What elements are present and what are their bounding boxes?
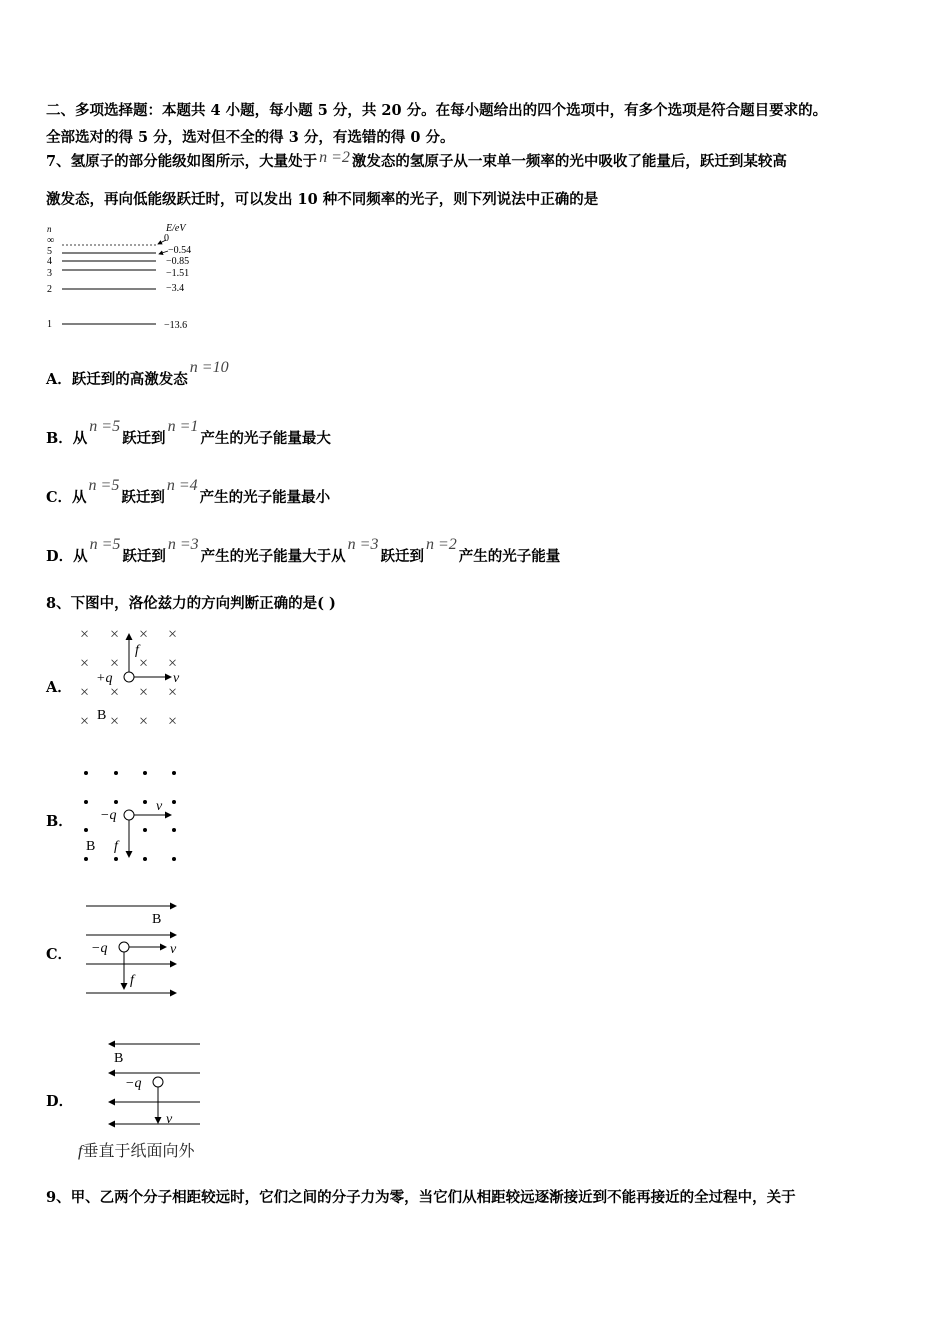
q7-option-d-text2: 跃迁到 — [122, 548, 166, 565]
q7-option-d-text3: 产生的光子能量大于从 — [200, 548, 346, 565]
q8-a-particle — [124, 672, 134, 682]
svg-text:×: × — [110, 626, 120, 643]
level-n-inf: ∞ — [47, 235, 55, 246]
q7-option-c-label: C． — [46, 489, 73, 506]
svg-text:×: × — [80, 655, 90, 672]
q7-stem-line1 — [46, 149, 787, 172]
level-n-2: 2 — [47, 284, 52, 295]
q7-option-a-math: n =10 — [189, 359, 229, 376]
q7-option-b-math1: n =5 — [89, 418, 121, 435]
svg-text:×: × — [139, 626, 149, 643]
q8-b-particle — [124, 810, 134, 820]
svg-text:×: × — [139, 655, 149, 672]
q8-option-d-diagram — [100, 1035, 208, 1129]
q7-option-a-label: A． — [46, 371, 72, 388]
q7-option-d-math1: n =5 — [89, 536, 121, 553]
q7-option-a-text: 跃迁到的高激发态 — [71, 371, 188, 388]
q8-option-a-label[interactable]: A． — [46, 679, 72, 696]
svg-text:×: × — [110, 713, 120, 730]
q7-option-d[interactable] — [46, 536, 561, 567]
energy-level-diagram — [44, 218, 214, 336]
q8-a-charge-label: +q — [96, 671, 113, 686]
q7-option-c-text2: 跃迁到 — [121, 489, 165, 506]
svg-text:×: × — [139, 713, 149, 730]
svg-text:×: × — [110, 684, 120, 701]
q7-option-d-text4: 跃迁到 — [380, 548, 424, 565]
q8-a-f-label: f — [135, 643, 139, 658]
level-e-3: −1.51 — [166, 268, 190, 279]
q8-d-v-label: v — [166, 1112, 173, 1127]
diagram-e-label: E/eV — [166, 223, 186, 234]
q7-option-d-math2: n =3 — [167, 536, 199, 553]
q7-option-b-text2: 跃迁到 — [122, 430, 166, 447]
q8-option-b-diagram — [74, 762, 194, 867]
svg-text:×: × — [80, 713, 90, 730]
q7-option-b[interactable] — [46, 418, 331, 449]
q7-option-c-math1: n =5 — [88, 477, 120, 494]
q8-d-charge-label: −q — [125, 1076, 142, 1091]
q8-option-c-diagram — [80, 896, 190, 1002]
svg-text:×: × — [168, 713, 178, 730]
q7-option-a[interactable] — [46, 359, 231, 390]
svg-text:×: × — [139, 684, 149, 701]
q8-option-b-label[interactable]: B． — [46, 813, 73, 830]
q8-c-v-label: v — [170, 942, 177, 957]
q7-option-d-label: D． — [46, 548, 74, 565]
q8-b-charge-label: −q — [100, 808, 117, 823]
q8-a-b-label: B — [97, 708, 107, 723]
q8-d-caption-f: f — [78, 1143, 83, 1160]
q7-stem-math: n =2 — [319, 149, 350, 166]
svg-text:×: × — [80, 684, 90, 701]
q8-b-b-label: B — [86, 839, 96, 854]
q7-stem-text-a: 7、氢原子的部分能级如图所示，大量处于 — [46, 153, 318, 170]
section-header-line1: 二、多项选择题：本题共 4 小题，每小题 5 分，共 20 分。在每小题给出的四个选项中，有多个选项是符合题目要求的。 — [46, 102, 828, 119]
q8-b-v-label: v — [156, 799, 163, 814]
q8-d-particle — [153, 1077, 163, 1087]
q8-option-d-label[interactable]: D． — [46, 1093, 74, 1110]
level-e-inf: 0 — [164, 233, 169, 244]
svg-text:×: × — [168, 684, 178, 701]
q7-option-d-math3: n =3 — [347, 536, 379, 553]
q7-option-c[interactable] — [46, 477, 331, 508]
svg-text:×: × — [80, 626, 90, 643]
q7-option-d-text1: 从 — [73, 548, 88, 565]
level-n-3: 3 — [47, 268, 52, 279]
q7-option-b-math2: n =1 — [167, 418, 199, 435]
q7-stem-text-b: 激发态的氢原子从一束单一频率的光中吸收了能量后，跃迁到某较高 — [351, 153, 787, 170]
q8-a-v-label: v — [173, 671, 180, 686]
q8-b-f-label: f — [114, 839, 118, 854]
q7-option-b-text1: 从 — [72, 430, 88, 447]
q7-option-b-text3: 产生的光子能量最大 — [200, 430, 331, 447]
q8-option-c-label[interactable]: C． — [46, 946, 73, 963]
level-e-2: −3.4 — [166, 283, 185, 294]
diagram-n-label: n — [47, 224, 52, 234]
level-arrow-5 — [159, 251, 168, 254]
q7-option-c-text1: 从 — [72, 489, 87, 506]
level-e-4: −0.85 — [166, 256, 190, 267]
q8-option-a-diagram — [74, 622, 194, 734]
q8-c-b-label: B — [152, 912, 162, 927]
q7-option-d-math4: n =2 — [425, 536, 457, 553]
level-n-1: 1 — [47, 319, 52, 330]
q8-d-caption — [78, 1138, 194, 1161]
q7-option-c-text3: 产生的光子能量最小 — [199, 489, 331, 506]
q9-stem: 9、甲、乙两个分子相距较远时，它们之间的分子力为零，当它们从相距较远逐渐接近到不能再接近的全过程中，关于 — [46, 1189, 796, 1206]
q7-option-d-text5: 产生的光子能量 — [458, 548, 561, 565]
q8-d-b-label: B — [114, 1051, 124, 1066]
svg-text:×: × — [168, 655, 178, 672]
level-e-5: −0.54 — [168, 245, 192, 256]
q8-stem: 8、下图中，洛伦兹力的方向判断正确的是( ) — [46, 595, 336, 612]
svg-text:×: × — [168, 626, 178, 643]
q8-c-particle — [119, 942, 129, 952]
q7-option-c-math2: n =4 — [166, 477, 198, 494]
q7-option-b-label: B． — [46, 430, 73, 447]
q8-d-caption-text: 垂直于纸面向外 — [82, 1141, 195, 1160]
level-n-4: 4 — [47, 256, 52, 267]
q8-c-f-label: f — [130, 973, 134, 988]
level-n-5: 5 — [47, 246, 52, 257]
section-header-line2: 全部选对的得 5 分，选对但不全的得 3 分，有选错的得 0 分。 — [46, 129, 455, 146]
q7-stem-line2: 激发态，再向低能级跃迁时，可以发出 10 种不同频率的光子，则下列说法中正确的是 — [46, 191, 599, 208]
level-e-1: −13.6 — [164, 320, 188, 331]
svg-text:×: × — [110, 655, 120, 672]
q8-c-charge-label: −q — [91, 941, 108, 956]
